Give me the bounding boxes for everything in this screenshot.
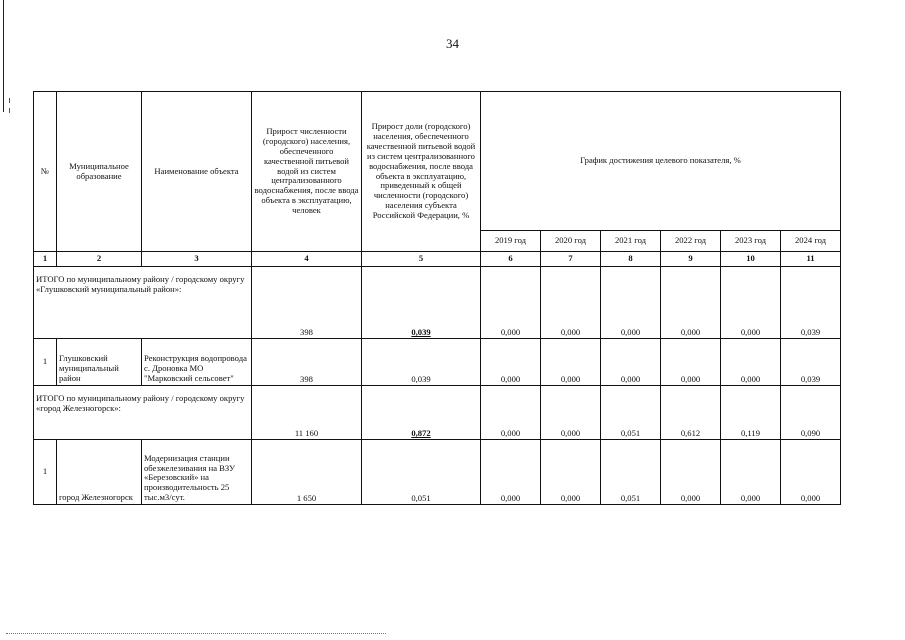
total-row: [34, 386, 841, 440]
table-header-row: [34, 92, 841, 231]
row-number: 1: [34, 339, 57, 386]
header-growth-population: Прирост численности (городского) населения, обеспеченного качественной питьевой водой из систем централизованного водоснабжения, после ввода объекта в эксплуатацию, человек: [252, 92, 362, 252]
column-number: 2: [57, 252, 142, 267]
year-value: 0,000: [661, 339, 721, 386]
row-population: 398: [252, 339, 362, 386]
year-value: 0,000: [541, 339, 601, 386]
footer-rule: [6, 633, 386, 634]
header-growth-share: Прирост доли (городского) населения, обеспеченного качественной питьевой водой из систем централизованного водоснабжения, после ввода объекта в эксплуатацию, приведенный к общей численности (городского) населения субъекта Российской Федерации, %: [362, 92, 481, 252]
year-value: 0,000: [721, 267, 781, 339]
column-number: 7: [541, 252, 601, 267]
year-value: 0,119: [721, 386, 781, 440]
row-population: 1 650: [252, 440, 362, 505]
header-year: 2019 год: [481, 231, 541, 252]
year-value: 0,000: [541, 440, 601, 505]
page-number: 34: [446, 36, 459, 51]
year-value: 0,000: [721, 339, 781, 386]
row-share: 0,039: [362, 339, 481, 386]
year-value: 0,000: [481, 386, 541, 440]
year-value: 0,000: [481, 267, 541, 339]
year-value: 0,000: [601, 267, 661, 339]
indicator-table: [33, 91, 841, 505]
year-value: 0,000: [541, 386, 601, 440]
header-year: 2021 год: [601, 231, 661, 252]
column-number: 1: [34, 252, 57, 267]
column-number: 3: [142, 252, 252, 267]
header-no: №: [34, 92, 57, 252]
total-share: 0,039: [362, 267, 481, 339]
year-value: 0,612: [661, 386, 721, 440]
year-value: 0,051: [601, 440, 661, 505]
column-number: 5: [362, 252, 481, 267]
margin-tick: [9, 108, 10, 113]
margin-tick: [9, 98, 10, 103]
total-row: [34, 267, 841, 339]
total-share: 0,872: [362, 386, 481, 440]
table-row: [34, 339, 841, 386]
header-object: Наименование объекта: [142, 92, 252, 252]
year-value: 0,000: [541, 267, 601, 339]
total-population: 398: [252, 267, 362, 339]
row-object: Модернизация станции обезжелезивания на ВЗУ «Березовский» на производительность 25 тыс.м3/сут.: [142, 440, 252, 505]
column-number: 4: [252, 252, 362, 267]
column-number: 11: [781, 252, 841, 267]
year-value: 0,000: [601, 339, 661, 386]
total-label: ИТОГО по муниципальному району / городскому округу «Глушковский муниципальный район»:: [34, 267, 252, 339]
row-object: Реконструкция водопровода с. Дроновка МО "Марковский сельсовет": [142, 339, 252, 386]
total-population: 11 160: [252, 386, 362, 440]
year-value: 0,000: [661, 267, 721, 339]
year-value: 0,000: [661, 440, 721, 505]
year-value: 0,000: [721, 440, 781, 505]
column-number: 10: [721, 252, 781, 267]
year-value: 0,039: [781, 339, 841, 386]
column-number: 6: [481, 252, 541, 267]
column-number: 8: [601, 252, 661, 267]
header-year: 2022 год: [661, 231, 721, 252]
row-municipality: город Железногорск: [57, 440, 142, 505]
row-municipality: Глушковский муниципальный район: [57, 339, 142, 386]
row-number: 1: [34, 440, 57, 505]
row-share: 0,051: [362, 440, 481, 505]
year-value: 0,090: [781, 386, 841, 440]
header-year: 2024 год: [781, 231, 841, 252]
table-row: [34, 440, 841, 505]
year-value: 0,000: [481, 339, 541, 386]
year-value: 0,000: [781, 440, 841, 505]
header-schedule: График достижения целевого показателя, %: [481, 92, 841, 231]
column-numbers-row: [34, 252, 841, 267]
year-value: 0,039: [781, 267, 841, 339]
year-value: 0,051: [601, 386, 661, 440]
left-margin-line: [3, 0, 4, 112]
total-label: ИТОГО по муниципальному району / городскому округу «город Железногорск»:: [34, 386, 252, 440]
year-value: 0,000: [481, 440, 541, 505]
column-number: 9: [661, 252, 721, 267]
header-municipality: Муниципальное образование: [57, 92, 142, 252]
header-year: 2020 год: [541, 231, 601, 252]
header-year: 2023 год: [721, 231, 781, 252]
